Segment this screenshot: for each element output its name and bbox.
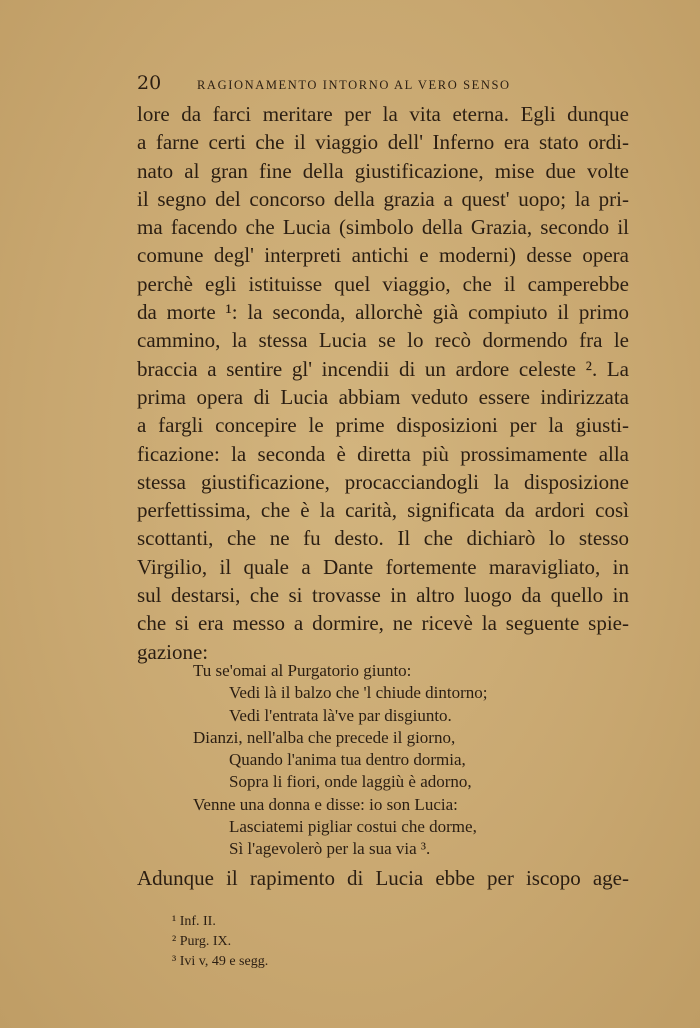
text-line: scottanti, che ne fu desto. Il che dichiarò lo stesso — [137, 526, 629, 551]
footnote: ² Purg. IX. — [172, 934, 232, 949]
text-line: a fargli concepire le prime disposizioni per la giusti- — [137, 413, 629, 438]
verse-line: Dianzi, nell'alba che precede il giorno, — [193, 727, 456, 747]
text-line: lore da farci meritare per la vita eterna. Egli dunque — [137, 102, 629, 126]
text-line: comune degl' interpreti antichi e moderni) desse opera — [137, 243, 629, 268]
verse-line: Sì l'agevolerò per la sua via ³. — [229, 839, 431, 859]
text-line: perfettissima, che è la carità, significata da ardori così — [137, 498, 629, 523]
footnote: ¹ Inf. II. — [172, 914, 216, 929]
verse-line: Lasciatemi pigliar costui che dorme, — [229, 817, 477, 837]
page-header — [137, 72, 607, 94]
text-line: sul destarsi, che si trovasse in altro luogo da quello in — [137, 583, 629, 608]
text-line: gazione: — [137, 639, 209, 664]
verse-line: Quando l'anima tua dentro dormia, — [229, 750, 466, 770]
closing-text — [137, 864, 629, 892]
text-line: il segno del concorso della grazia a quest' uopo; la pri- — [137, 186, 629, 211]
text-line: cammino, la stessa Lucia se lo recò dormendo fra le — [137, 328, 629, 353]
verse-line: Vedi là il balzo che 'l chiude dintorno; — [229, 683, 488, 703]
verse-line: Tu se'omai al Purgatorio giunto: — [193, 661, 412, 680]
page-number: 20 — [137, 72, 162, 94]
text-line: prima opera di Lucia abbiam veduto essere indirizzata — [137, 384, 629, 409]
footnote: ³ Ivi v, 49 e segg. — [172, 954, 269, 969]
text-line: Adunque il rapimento di Lucia ebbe per iscopo age- — [137, 866, 629, 890]
footnotes — [172, 912, 472, 972]
text-line: da morte ¹: la seconda, allorchè già compiuto il primo — [137, 300, 629, 325]
text-line: perchè egli istituisse quel viaggio, che il camperebbe — [137, 271, 629, 296]
text-line: braccia a sentire gl' incendii di un ardore celeste ². La — [137, 356, 629, 381]
text-line: ficazione: la seconda è diretta più prossimamente alla — [137, 441, 629, 466]
running-head: RAGIONAMENTO INTORNO AL VERO SENSO — [197, 78, 511, 92]
verse-line: Venne una donna e disse: io son Lucia: — [193, 794, 458, 814]
text-line: ma facendo che Lucia (simbolo della Grazia, secondo il — [137, 215, 629, 240]
verse-line: Vedi l'entrata là've par disgiunto. — [229, 705, 452, 725]
text-line: nato al gran fine della giustificazione, mise due volte — [137, 158, 629, 183]
text-line: a farne certi che il viaggio dell' Inferno era stato ordi- — [137, 130, 629, 155]
text-line: stessa giustificazione, procacciandogli la disposizione — [137, 469, 629, 494]
text-line: Virgilio, il quale a Dante fortemente maravigliato, in — [137, 554, 629, 579]
text-line: che si era messo a dormire, ne ricevè la seguente spie- — [137, 611, 629, 636]
poem-quotation — [193, 660, 593, 861]
body-text — [137, 100, 629, 666]
verse-line: Sopra li fiori, onde laggiù è adorno, — [229, 772, 472, 792]
